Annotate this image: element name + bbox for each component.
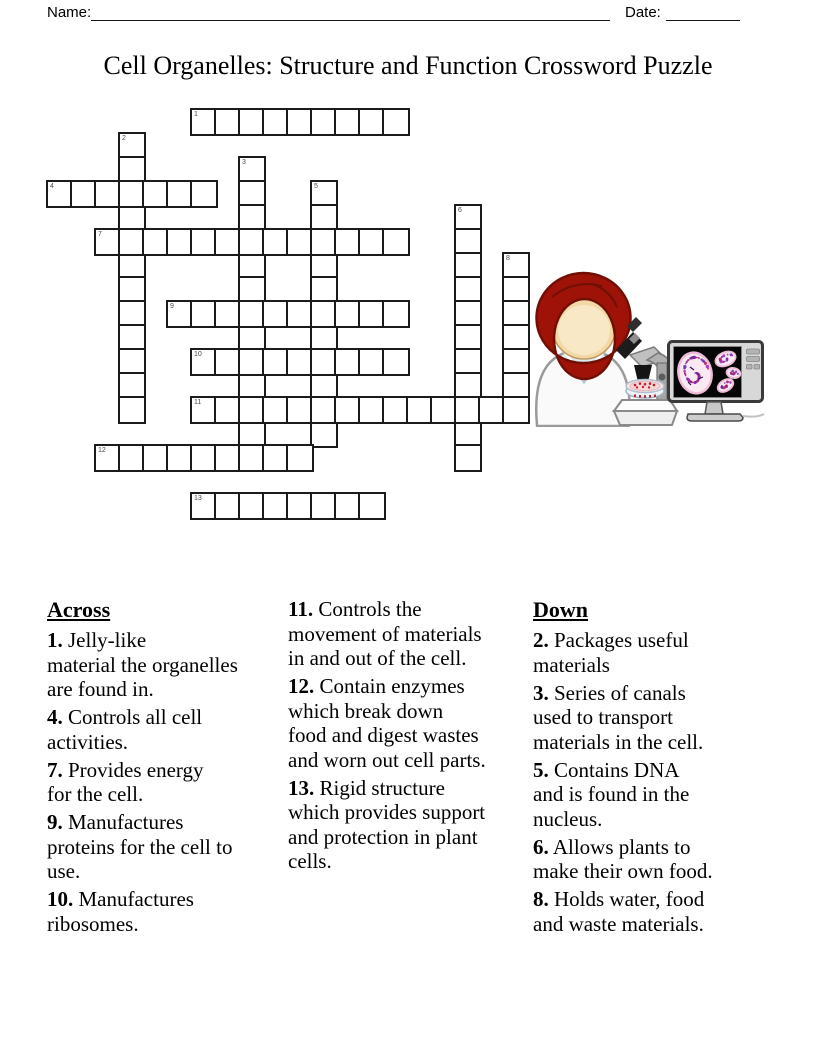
crossword-cell[interactable] [456,278,480,302]
crossword-cell[interactable] [288,302,312,326]
crossword-cell[interactable] [240,374,264,398]
crossword-cell[interactable] [240,494,264,518]
crossword-cell[interactable] [312,398,336,422]
name-label: Name: [47,4,92,21]
crossword-cell[interactable] [456,398,480,422]
crossword-cell[interactable] [456,422,480,446]
crossword-cell[interactable] [240,230,264,254]
crossword-cell[interactable] [120,206,144,230]
crossword-cell[interactable] [336,398,360,422]
cell-number-5: 5 [314,183,318,190]
word-1-across [190,108,410,136]
crossword-cell[interactable] [384,350,408,374]
clue-down-2: 2. Packages useful materials [533,628,689,677]
cell-number-10: 10 [194,351,202,358]
crossword-cell[interactable] [504,302,528,326]
crossword-cell[interactable] [288,350,312,374]
down-heading: Down [533,597,589,622]
cell-number-6: 6 [458,207,462,214]
crossword-cell[interactable] [288,398,312,422]
crossword-cell[interactable] [312,374,336,398]
across-clues-column-1 [47,597,285,940]
crossword-cell[interactable] [384,302,408,326]
clue-across-13: 13. Rigid structure which provides support and protection in plant cells. [288,775,486,873]
crossword-cell[interactable] [240,398,264,422]
crossword-cell[interactable] [312,350,336,374]
crossword-cell[interactable] [96,230,120,254]
crossword-cell[interactable] [456,206,480,230]
crossword-cell[interactable] [312,422,336,446]
crossword-cell[interactable] [336,230,360,254]
date-label: Date: [625,4,661,21]
crossword-cell[interactable] [312,494,336,518]
crossword-cell[interactable] [168,182,192,206]
crossword-cell[interactable] [456,230,480,254]
crossword-cell[interactable] [312,110,336,134]
crossword-cell[interactable] [216,230,240,254]
crossword-cell[interactable] [456,446,480,470]
crossword-cell[interactable] [240,302,264,326]
crossword-cell[interactable] [264,446,288,470]
crossword-cell[interactable] [264,230,288,254]
crossword-cell[interactable] [312,206,336,230]
clue-across-9: 9. Manufactures proteins for the cell to use. [47,810,233,883]
crossword-cell[interactable] [96,446,120,470]
crossword-cell[interactable] [456,326,480,350]
crossword-cell[interactable] [240,326,264,350]
crossword-cell[interactable] [336,302,360,326]
crossword-cell[interactable] [240,254,264,278]
word-2-down [118,132,146,424]
clue-down-5: 5. Contains DNA and is found in the nucleus. [533,757,690,831]
crossword-cell[interactable] [240,446,264,470]
crossword-cell[interactable] [456,374,480,398]
crossword-cell[interactable] [120,134,144,158]
across-clues-column-2 [288,597,534,877]
crossword-cell[interactable] [504,398,528,422]
crossword-cell[interactable] [288,446,312,470]
crossword-cell[interactable] [456,254,480,278]
crossword-cell[interactable] [240,206,264,230]
crossword-cell[interactable] [216,398,240,422]
crossword-cell[interactable] [504,254,528,278]
crossword-cell[interactable] [504,374,528,398]
crossword-cell[interactable] [72,182,96,206]
crossword-cell[interactable] [120,398,144,422]
crossword-cell[interactable] [504,278,528,302]
word-6-down [454,204,482,472]
word-12-across [94,444,314,472]
crossword-cell[interactable] [240,422,264,446]
crossword-cell[interactable] [432,398,456,422]
cell-number-11: 11 [194,399,202,406]
crossword-cell[interactable] [216,446,240,470]
crossword-cell[interactable] [168,446,192,470]
crossword-cell[interactable] [192,398,216,422]
crossword-cell[interactable] [192,446,216,470]
crossword-cell[interactable] [96,182,120,206]
crossword-cell[interactable] [360,398,384,422]
crossword-grid [48,110,528,518]
crossword-cell[interactable] [240,350,264,374]
across-heading: Across [47,597,111,622]
crossword-cell[interactable] [384,398,408,422]
date-input-line[interactable] [666,19,740,21]
clue-across-10: 10. Manufactures ribosomes. [47,887,194,936]
crossword-cell[interactable] [264,350,288,374]
word-10-across [190,348,410,376]
down-clues-column [533,597,773,940]
clue-across-4: 4. Controls all cell activities. [47,705,203,754]
crossword-cell[interactable] [312,230,336,254]
crossword-cell[interactable] [312,302,336,326]
microscope-base [614,400,677,411]
word-11-across [190,396,530,424]
cell-number-1: 1 [194,111,198,118]
clue-across-12: 12. Contain enzymes which break down food and digest wastes and worn out cell parts. [288,674,486,772]
cell-number-2: 2 [122,135,126,142]
crossword-cell[interactable] [240,110,264,134]
clue-down-8: 8. Holds water, food and waste materials. [533,887,705,936]
crossword-cell[interactable] [360,110,384,134]
crossword-cell[interactable] [312,278,336,302]
crossword-cell[interactable] [168,302,192,326]
crossword-cell[interactable] [216,110,240,134]
crossword-cell[interactable] [192,350,216,374]
cell-number-13: 13 [194,495,202,502]
crossword-cell[interactable] [120,182,144,206]
crossword-cell[interactable] [480,398,504,422]
crossword-cell[interactable] [120,278,144,302]
monitor-stand [705,402,723,414]
crossword-cell[interactable] [360,302,384,326]
crossword-cell[interactable] [264,494,288,518]
crossword-cell[interactable] [192,302,216,326]
clue-down-6: 6. Allows plants to make their own food. [533,834,713,883]
scientist-icon [536,273,630,426]
crossword-cell[interactable] [240,182,264,206]
crossword-cell[interactable] [120,326,144,350]
crossword-cell[interactable] [336,494,360,518]
cell-number-7: 7 [98,231,102,238]
cell-number-8: 8 [506,255,510,262]
crossword-cell[interactable] [312,326,336,350]
crossword-cell[interactable] [360,350,384,374]
crossword-cell[interactable] [192,110,216,134]
word-7-across [94,228,410,256]
crossword-cell[interactable] [120,158,144,182]
crossword-cell[interactable] [288,230,312,254]
crossword-cell[interactable] [216,494,240,518]
crossword-cell[interactable] [312,182,336,206]
crossword-cell[interactable] [240,158,264,182]
crossword-cell[interactable] [216,350,240,374]
crossword-cell[interactable] [120,254,144,278]
clue-across-1: 1. Jelly-like material the organelles are found in. [47,628,238,701]
petri-dish-icon [626,380,664,399]
crossword-cell[interactable] [168,230,192,254]
word-13-across [190,492,386,520]
crossword-cell[interactable] [120,446,144,470]
crossword-cell[interactable] [144,182,168,206]
crossword-cell[interactable] [144,230,168,254]
crossword-cell[interactable] [312,254,336,278]
crossword-cell[interactable] [408,398,432,422]
crossword-cell[interactable] [120,350,144,374]
scientist-lab-illustration [530,255,778,427]
crossword-cell[interactable] [288,110,312,134]
crossword-cell[interactable] [336,350,360,374]
crossword-cell[interactable] [120,302,144,326]
cell-number-12: 12 [98,447,106,454]
clue-across-11: 11. Controls the movement of materials in and out of the cell. [288,597,482,670]
word-4-across [46,180,218,208]
crossword-cell[interactable] [456,302,480,326]
monitor-icon [669,342,765,422]
crossword-cell[interactable] [288,494,312,518]
crossword-cell[interactable] [48,182,72,206]
cell-number-9: 9 [170,303,174,310]
crossword-cell[interactable] [216,302,240,326]
crossword-cell[interactable] [192,230,216,254]
crossword-cell[interactable] [360,494,384,518]
crossword-cell[interactable] [120,230,144,254]
crossword-cell[interactable] [264,110,288,134]
crossword-cell[interactable] [192,494,216,518]
clue-down-3: 3. Series of canals used to transport materials in the cell. [533,680,704,754]
clue-across-7: 7. Provides energy for the cell. [47,757,204,806]
crossword-cell[interactable] [144,446,168,470]
crossword-cell[interactable] [360,230,384,254]
crossword-cell[interactable] [504,326,528,350]
cell-number-3: 3 [242,159,246,166]
crossword-cell[interactable] [240,278,264,302]
crossword-cell[interactable] [336,110,360,134]
name-input-line[interactable] [91,19,610,21]
crossword-cell[interactable] [264,398,288,422]
crossword-cell[interactable] [120,374,144,398]
crossword-cell[interactable] [504,350,528,374]
page-title: Cell Organelles: Structure and Function Crossword Puzzle [103,51,713,80]
crossword-cell[interactable] [384,110,408,134]
cell-number-4: 4 [50,183,54,190]
crossword-cell[interactable] [456,350,480,374]
word-9-across [166,300,410,328]
crossword-cell[interactable] [192,182,216,206]
crossword-cell[interactable] [384,230,408,254]
crossword-cell[interactable] [264,302,288,326]
